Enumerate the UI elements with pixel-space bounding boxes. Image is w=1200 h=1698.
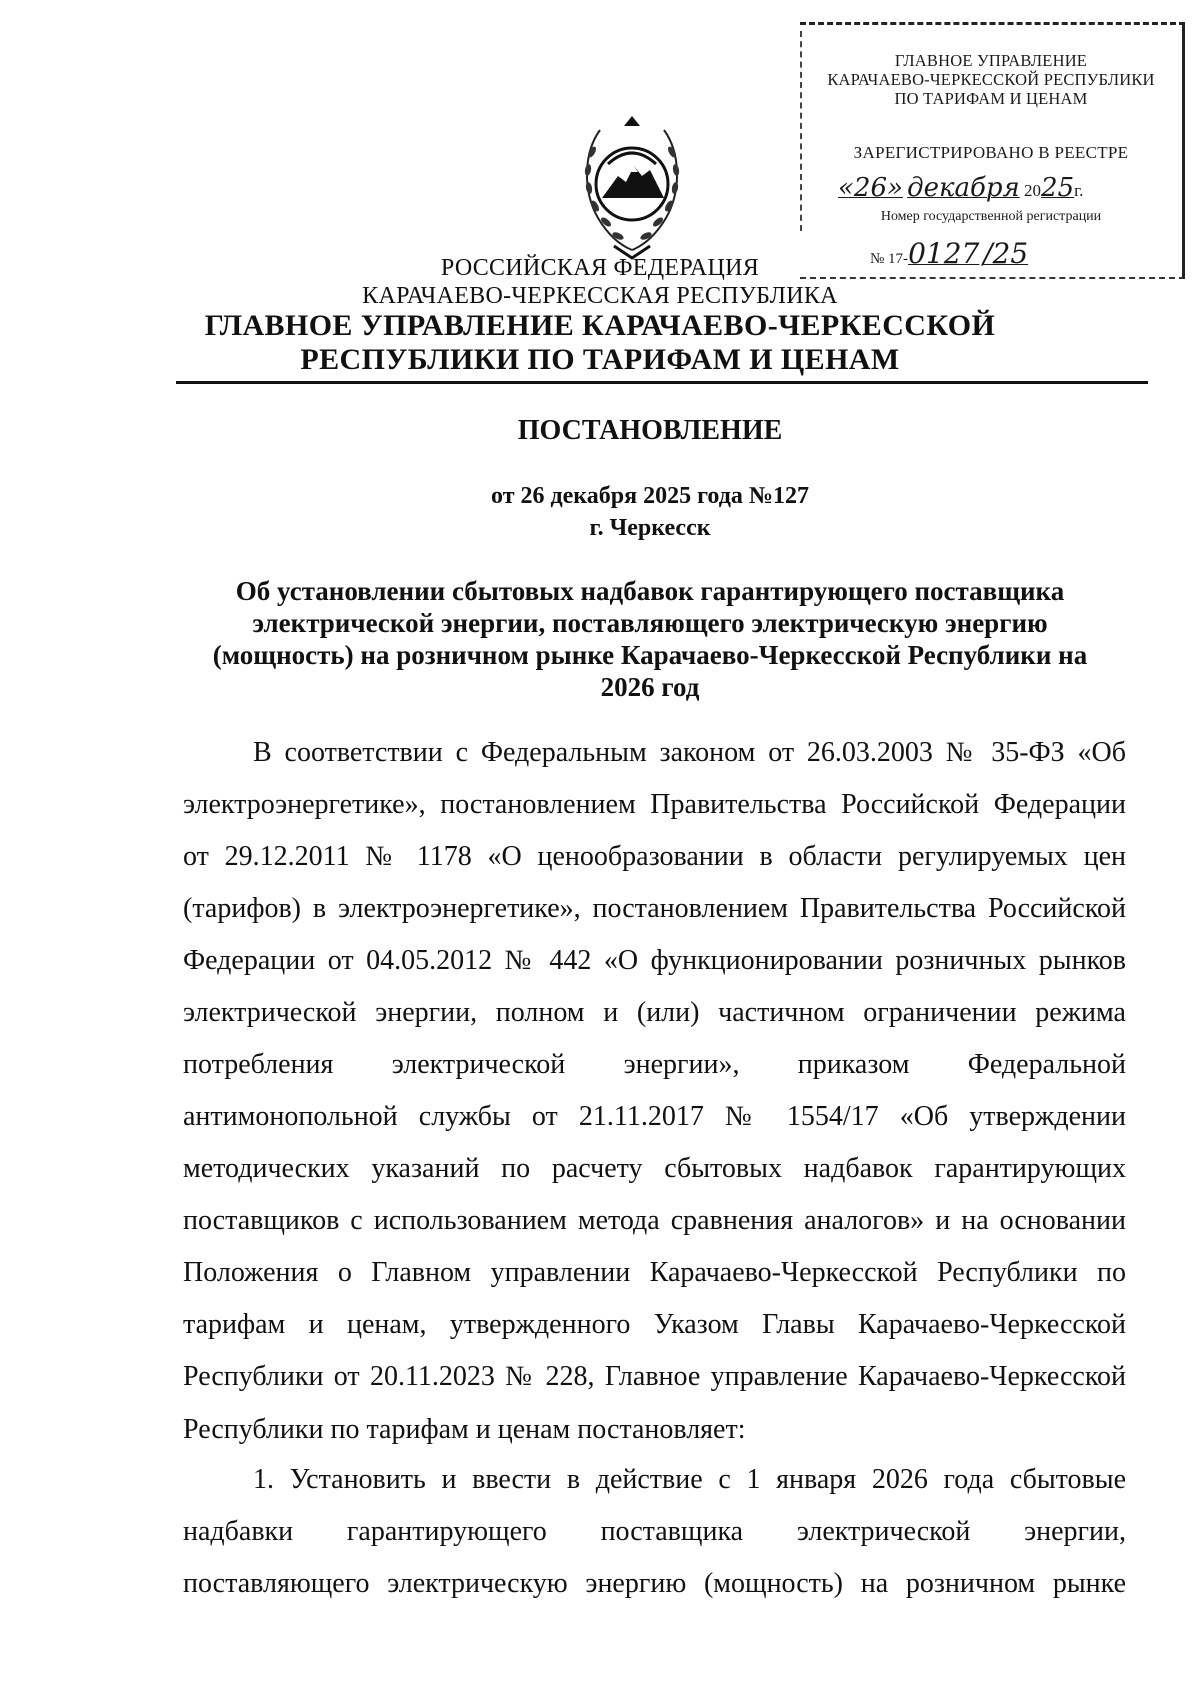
stamp-reg-number-year: 25 [992,237,1029,270]
stamp-date-day: «26» [838,173,903,203]
paragraph-line: от 29.12.2011 № 1178 «О ценообразовании в области регулируемых цен [183,841,1126,872]
paragraph-line: 1. Установить и ввести в действие с 1 января 2026 года сбытовые [253,1464,1126,1495]
paragraph-line: потребления электрической энергии», приказом Федеральной [183,1049,1126,1080]
stamp-org-line1: ГЛАВНОЕ УПРАВЛЕНИЕ [894,51,1088,70]
stamp-organization [800,51,1182,108]
stamp-date-year-suffix: 25 [1041,173,1075,203]
document-city: г. Черкесск [589,515,711,541]
paragraph-line: В соответствии с Федеральным законом от 26.03.2003 № 35-ФЗ «Об [253,737,1126,768]
header-divider [176,381,1148,384]
paragraph-line: поставляющего электрическую энергию (мощность) на розничном рынке [183,1568,1126,1599]
header-agency-line2: РЕСПУБЛИКИ ПО ТАРИФАМ И ЦЕНАМ [300,343,900,376]
document-subject [190,575,1110,703]
document-date-number: от 26 декабря 2025 года №127 [491,483,809,509]
subject-line: электрической энергии, поставляющего электрическую энергию [252,608,1048,638]
paragraph-line: электроэнергетике», постановлением Правительства Российской Федерации [183,789,1126,820]
paragraph-line: методических указаний по расчету сбытовых надбавок гарантирующих [183,1153,1126,1184]
paragraph-line: Положения о Главном управлении Карачаево-Черкесской Республики по [183,1257,1126,1288]
paragraph-line: антимонопольной службы от 21.11.2017 № 1554/17 «Об утверждении [183,1101,1126,1132]
stamp-reg-number-label: Номер государственной регистрации [880,209,1102,224]
subject-line: (мощность) на розничном рынке Карачаево-Черкесской Республики на [212,640,1088,670]
stamp-date-month: декабря [907,173,1020,203]
paragraph-line: тарифам и ценам, утвержденного Указом Главы Карачаево-Черкесской [183,1309,1126,1340]
paragraph-line: поставщиков с использованием метода сравнения аналогов» и на основании [183,1205,1126,1236]
paragraph-line: электрической энергии, полном и (или) частичном ограничении режима [183,997,1126,1028]
stamp-org-line2: КАРАЧАЕВО-ЧЕРКЕССКОЙ РЕСПУБЛИКИ [827,70,1155,89]
stamp-date-g: г. [1074,181,1084,200]
paragraph-preamble-last-line: Республики по тарифам и ценам постановляет: [183,1414,746,1445]
registration-stamp [800,22,1185,279]
paragraph-line: Республики от 20.11.2023 № 228, Главное управление Карачаево-Черкесской [183,1361,1126,1392]
coat-of-arms-icon [578,112,686,262]
document-title: ПОСТАНОВЛЕНИЕ [517,415,783,446]
stamp-date-year-prefix: 20 [1024,181,1042,200]
paragraph-item-1 [183,1454,1126,1610]
stamp-date [838,173,1168,203]
stamp-registered-label: ЗАРЕГИСТРИРОВАНО В РЕЕСТРЕ [853,143,1129,162]
paragraph-preamble [183,727,1126,1403]
paragraph-line: надбавки гарантирующего поставщика электрической энергии, [183,1516,1126,1547]
header-agency-line1: ГЛАВНОЕ УПРАВЛЕНИЕ КАРАЧАЕВО-ЧЕРКЕССКОЙ [204,309,996,342]
stamp-reg-number-sep: / [983,237,993,270]
stamp-reg-number-prefix: № 17- [870,251,909,267]
stamp-org-line3: ПО ТАРИФАМ И ЦЕНАМ [894,89,1088,108]
header-republic: КАРАЧАЕВО-ЧЕРКЕССКАЯ РЕСПУБЛИКА [362,283,838,309]
subject-line: Об установлении сбытовых надбавок гарантирующего поставщика [235,576,1065,606]
paragraph-line: Федерации от 04.05.2012 № 442 «О функционировании розничных рынков [183,945,1126,976]
paragraph-line: (тарифов) в электроэнергетике», постановлением Правительства Российской [183,893,1126,924]
stamp-reg-number-main: 0127 [908,237,980,270]
header-country: РОССИЙСКАЯ ФЕДЕРАЦИЯ [440,255,760,281]
subject-line: 2026 год [600,672,700,702]
